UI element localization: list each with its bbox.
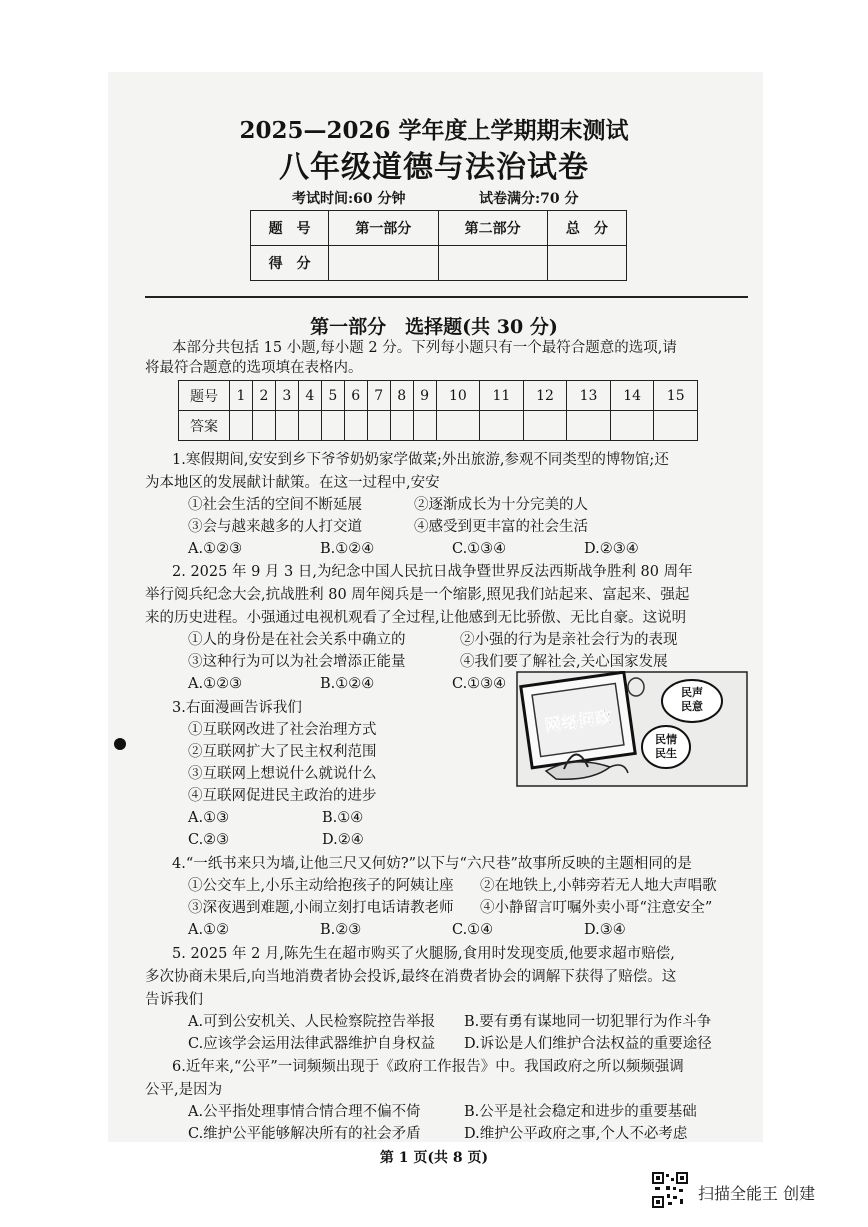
question-number-cell: 11 — [480, 381, 524, 411]
q1-stem: 为本地区的发展献计献策。在这一过程中,安安 — [145, 475, 440, 491]
answer-cell[interactable] — [654, 411, 698, 441]
question-number-cell: 7 — [367, 381, 390, 411]
q1-choice-c: C.①③④ — [452, 541, 507, 557]
q2-choice-c: C.①③④ — [452, 676, 507, 692]
q3-option: ③互联网上想说什么就说什么 — [188, 766, 377, 782]
q4-choice-d: D.③④ — [584, 922, 626, 938]
q3-cartoon — [516, 671, 748, 787]
question-number-cell: 10 — [436, 381, 480, 411]
q4-choice-b: B.②③ — [320, 922, 362, 938]
q1-choice-a: A.①②③ — [188, 541, 243, 557]
answer-cell[interactable] — [567, 411, 611, 441]
question-number-cell: 8 — [390, 381, 413, 411]
q1-option: ④感受到更丰富的社会生活 — [414, 519, 588, 535]
exam-subject-title: 八年级道德与法治试卷 — [279, 150, 589, 185]
q2-option: ④我们要了解社会,关心国家发展 — [460, 654, 668, 670]
q3-choice-b: B.①④ — [322, 810, 364, 826]
q6-choice-b: B.公平是社会稳定和进步的重要基础 — [464, 1104, 697, 1120]
answer-row-label: 题号 — [179, 381, 230, 411]
question-number-cell: 12 — [523, 381, 567, 411]
page-number: 第 1 页(共 8 页) — [379, 1150, 489, 1166]
q5-choice-b: B.要有勇有谋地同一切犯罪行为作斗争 — [464, 1014, 712, 1030]
answer-cell[interactable] — [523, 411, 567, 441]
answer-row-label: 答案 — [179, 411, 230, 441]
score-table — [250, 210, 627, 281]
question-number-cell: 6 — [344, 381, 367, 411]
section-intro-line: 将最符合题意的选项填在表格内。 — [145, 360, 363, 376]
q6-choice-d: D.维护公平政府之事,个人不必考虑 — [464, 1126, 688, 1142]
answer-cell[interactable] — [436, 411, 480, 441]
q1-option: ①社会生活的空间不断延展 — [188, 497, 362, 513]
q2-option: ②小强的行为是亲社会行为的表现 — [460, 632, 678, 648]
q2-option: ①人的身份是在社会关系中确立的 — [188, 632, 406, 648]
answer-cell[interactable] — [252, 411, 275, 441]
cartoon-bubble-1-line2: 民意 — [681, 700, 703, 713]
exam-time: 考试时间:60 分钟 — [292, 191, 406, 207]
q5-stem: 多次协商未果后,向当地消费者协会投诉,最终在消费者协会的调解下获得了赔偿。这 — [145, 969, 677, 985]
answer-cell[interactable] — [275, 411, 298, 441]
exam-full-score: 试卷满分:70 分 — [479, 191, 579, 207]
q5-stem: 告诉我们 — [145, 992, 203, 1008]
score-cell[interactable] — [547, 246, 626, 281]
question-number-cell: 2 — [252, 381, 275, 411]
q2-stem: 来的历史进程。小强通过电视机观看了全过程,让他感到无比骄傲、无比自豪。这说明 — [145, 610, 687, 626]
cartoon-bubble-2-line1: 民情 — [655, 733, 677, 746]
question-number-cell: 14 — [610, 381, 654, 411]
q4-option: ④小静留言叮嘱外卖小哥“注意安全” — [480, 900, 713, 916]
q3-choice-c: C.②③ — [188, 832, 230, 848]
answer-cell[interactable] — [230, 411, 253, 441]
score-row-label: 得 分 — [251, 246, 329, 281]
question-number-cell: 1 — [230, 381, 253, 411]
q4-option: ②在地铁上,小韩旁若无人地大声唱歌 — [480, 878, 717, 894]
question-number-cell: 3 — [275, 381, 298, 411]
answer-cell[interactable] — [344, 411, 367, 441]
q6-choice-a: A.公平指处理事情合情合理不偏不倚 — [188, 1104, 421, 1120]
cartoon-bubble-1-line1: 民声 — [681, 686, 703, 699]
q2-stem: 2. 2025 年 9 月 3 日,为纪念中国人民抗日战争暨世界反法西斯战争胜利 80 周年 — [172, 564, 693, 580]
q4-choice-a: A.①② — [188, 922, 230, 938]
cartoon-screen-text: 网络问政 — [543, 707, 614, 737]
q3-choice-a: A.①③ — [188, 810, 230, 826]
q3-option: ④互联网促进民主政治的进步 — [188, 788, 377, 804]
divider — [145, 296, 748, 298]
question-number-cell: 9 — [413, 381, 436, 411]
q1-choice-d: D.②③④ — [584, 541, 639, 557]
q5-choice-a: A.可到公安机关、人民检察院控告举报 — [188, 1014, 436, 1030]
section-intro-line: 本部分共包括 15 小题,每小题 2 分。下列每小题只有一个最符合题意的选项,请 — [172, 340, 677, 356]
exam-term-title: 2025—2026 学年度上学期期末测试 — [239, 117, 629, 144]
q4-stem: 4.“一纸书来只为墙,让他三尺又何妨?”以下与“六尺巷”故事所反映的主题相同的是 — [172, 856, 692, 872]
score-header-cell: 第二部分 — [438, 211, 547, 246]
q6-stem: 6.近年来,“公平”一词频频出现于《政府工作报告》中。我国政府之所以频频强调 — [172, 1059, 684, 1075]
q2-option: ③这种行为可以为社会增添正能量 — [188, 654, 406, 670]
answer-cell[interactable] — [413, 411, 436, 441]
answer-cell[interactable] — [367, 411, 390, 441]
q2-stem: 举行阅兵纪念大会,抗战胜利 80 周年阅兵是一个缩影,照见我们站起来、富起来、强起 — [145, 587, 690, 603]
binding-hole — [114, 738, 126, 750]
q3-option: ①互联网改进了社会治理方式 — [188, 722, 377, 738]
q3-option: ②互联网扩大了民主权利范围 — [188, 744, 377, 760]
answer-cell[interactable] — [390, 411, 413, 441]
answer-cell[interactable] — [298, 411, 321, 441]
q2-choice-a: A.①②③ — [188, 676, 243, 692]
q5-choice-d: D.诉讼是人们维护合法权益的重要途径 — [464, 1036, 712, 1052]
q6-stem: 公平,是因为 — [145, 1082, 223, 1098]
question-number-cell: 13 — [567, 381, 611, 411]
q4-option: ③深夜遇到难题,小闹立刻打电话请教老师 — [188, 900, 454, 916]
q1-option: ②逐渐成长为十分完美的人 — [414, 497, 588, 513]
score-cell[interactable] — [329, 246, 438, 281]
q1-option: ③会与越来越多的人打交道 — [188, 519, 362, 535]
section-title: 第一部分 选择题(共 30 分) — [310, 316, 558, 338]
answer-cell[interactable] — [610, 411, 654, 441]
q1-stem: 1.寒假期间,安安到乡下爷爷奶奶家学做菜;外出旅游,参观不同类型的博物馆;还 — [172, 452, 669, 468]
answer-cell[interactable] — [480, 411, 524, 441]
score-header-cell: 总 分 — [547, 211, 626, 246]
answer-table — [178, 380, 698, 441]
q5-stem: 5. 2025 年 2 月,陈先生在超市购买了火腿肠,食用时发现变质,他要求超市赔偿, — [172, 946, 675, 962]
score-header-cell: 题 号 — [251, 211, 329, 246]
question-number-cell: 4 — [298, 381, 321, 411]
q5-choice-c: C.应该学会运用法律武器维护自身权益 — [188, 1036, 436, 1052]
score-cell[interactable] — [438, 246, 547, 281]
q1-choice-b: B.①②④ — [320, 541, 375, 557]
qr-code-icon — [652, 1172, 688, 1208]
question-number-cell: 15 — [654, 381, 698, 411]
q4-choice-c: C.①④ — [452, 922, 494, 938]
q6-choice-c: C.维护公平能够解决所有的社会矛盾 — [188, 1126, 421, 1142]
q3-choice-d: D.②④ — [322, 832, 364, 848]
score-header-cell: 第一部分 — [329, 211, 438, 246]
q3-stem: 3.右面漫画告诉我们 — [172, 700, 302, 716]
scanner-watermark: 扫描全能王 创建 — [698, 1184, 816, 1203]
answer-cell[interactable] — [321, 411, 344, 441]
q2-choice-b: B.①②④ — [320, 676, 375, 692]
cartoon-bubble-2-line2: 民生 — [655, 747, 677, 760]
q4-option: ①公交车上,小乐主动给抱孩子的阿姨让座 — [188, 878, 454, 894]
question-number-cell: 5 — [321, 381, 344, 411]
